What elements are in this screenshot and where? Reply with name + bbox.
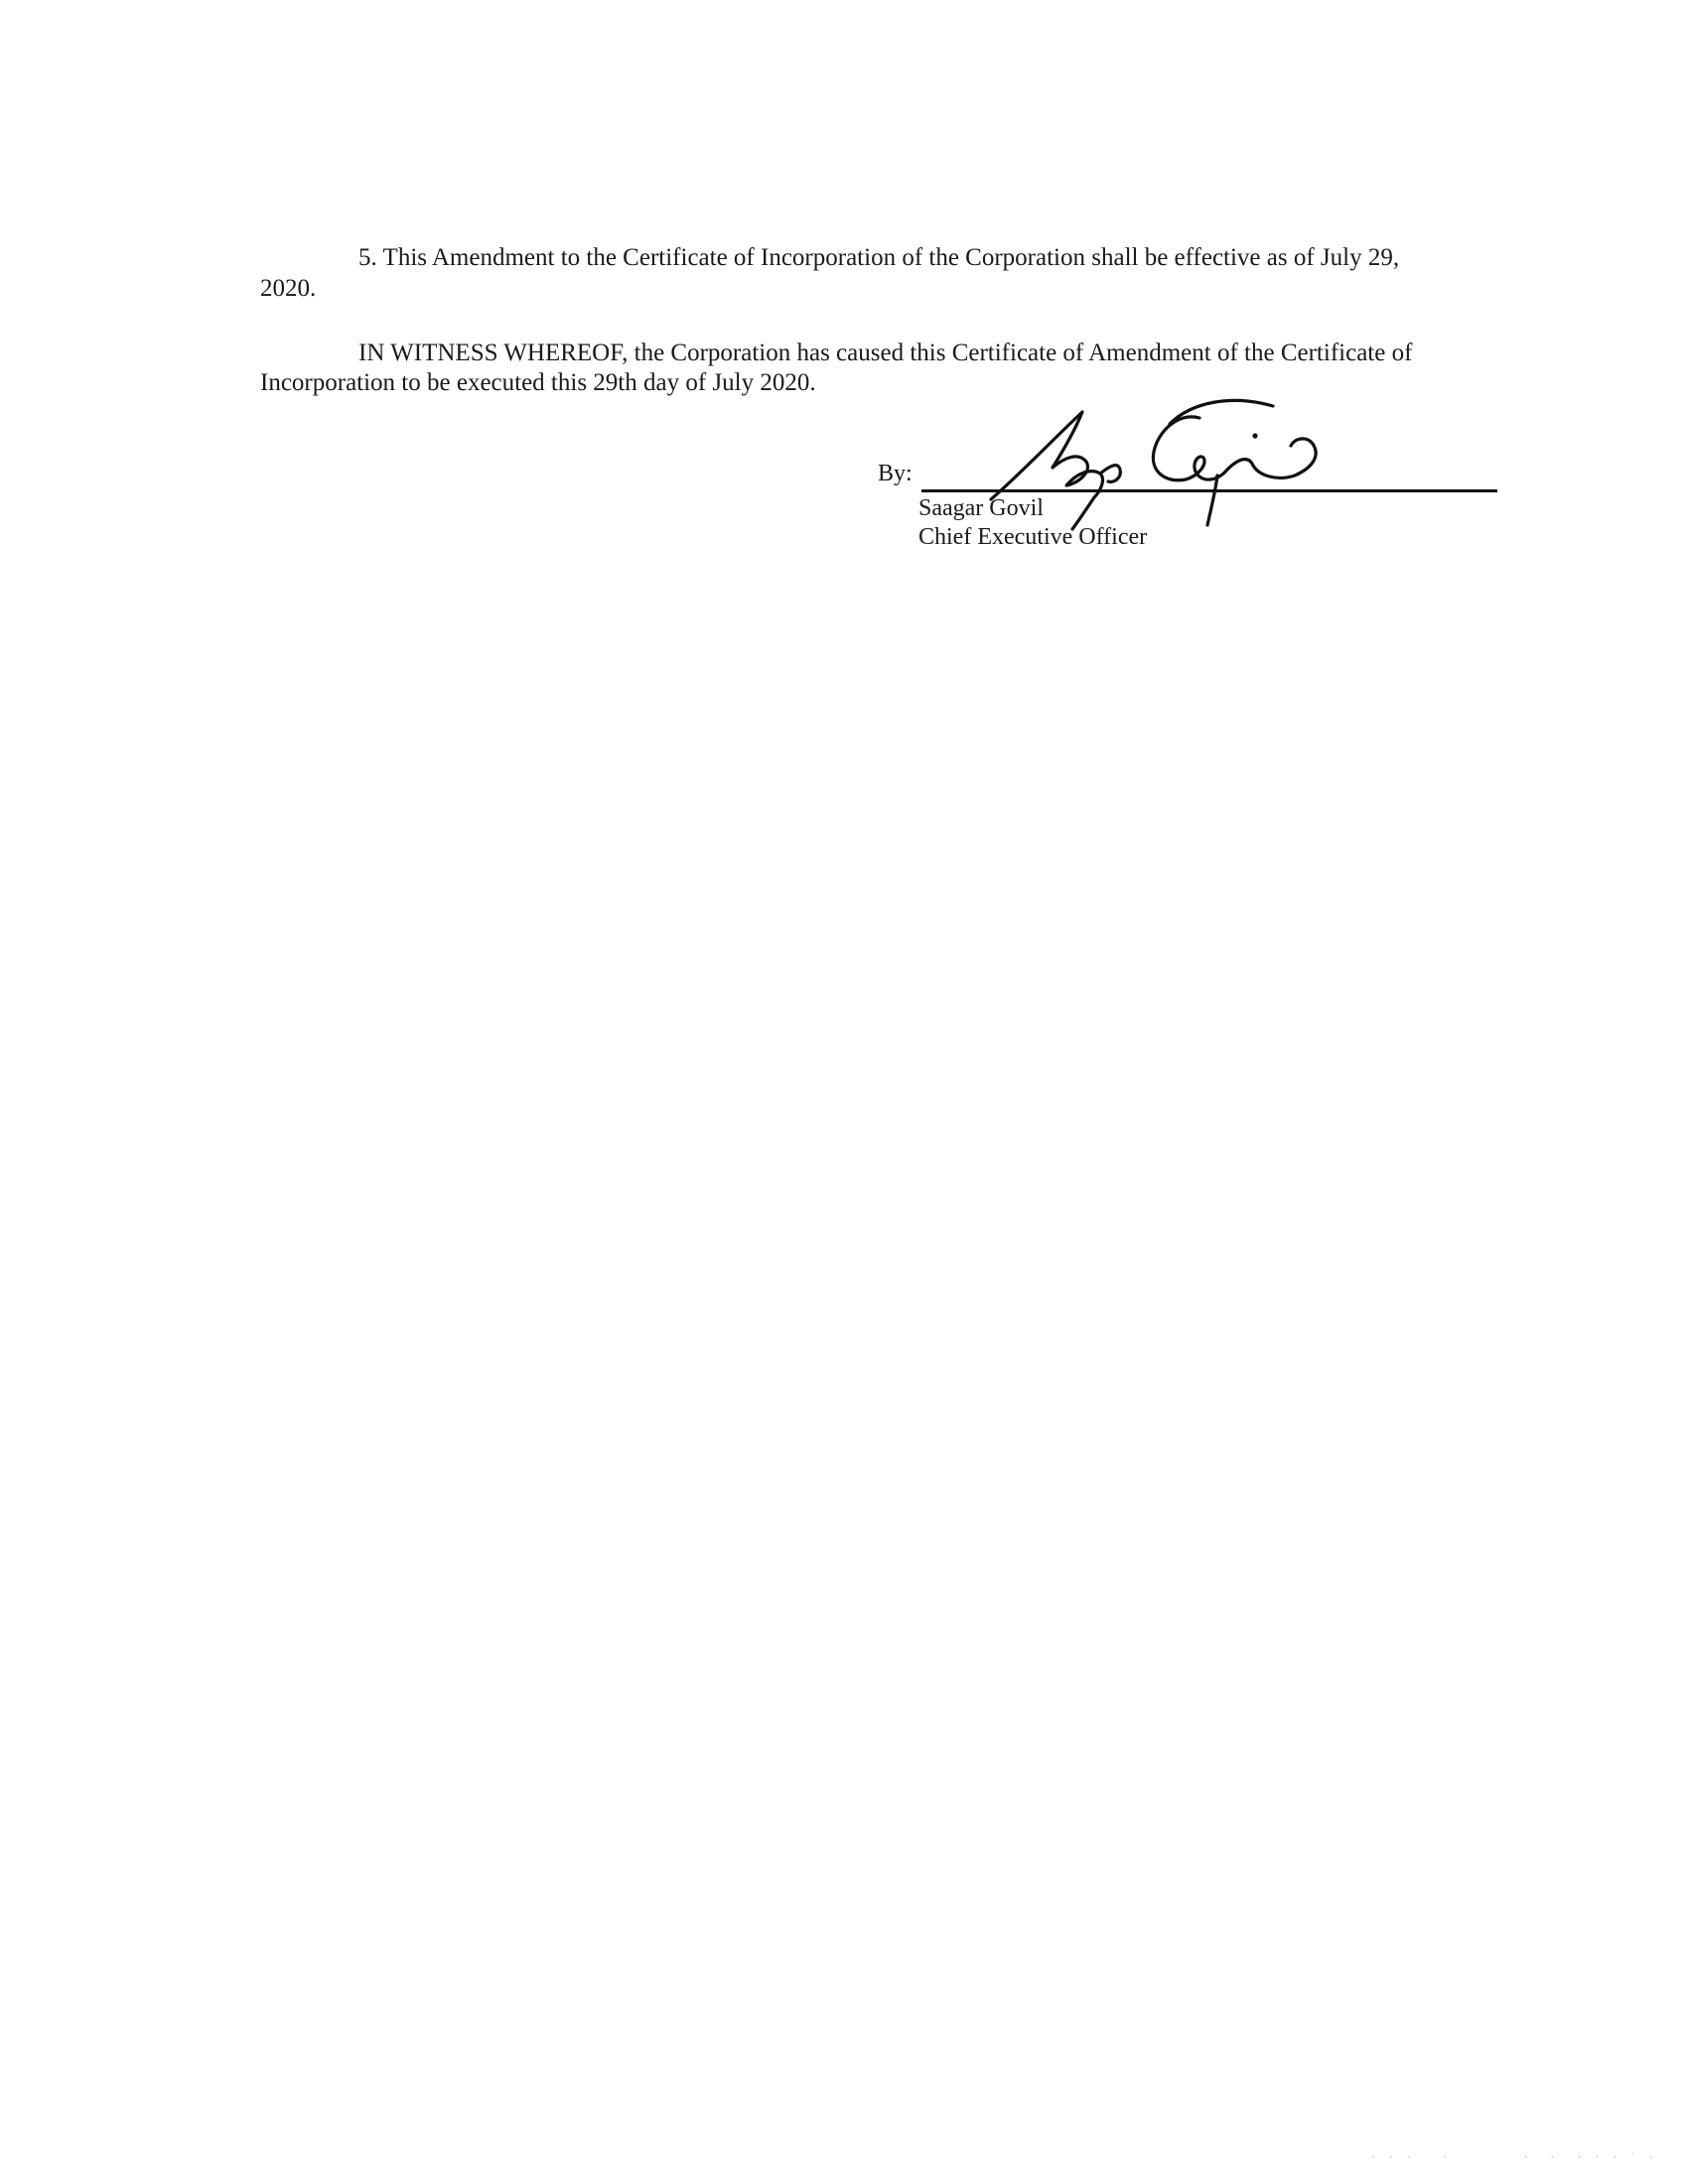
signer-title: Chief Executive Officer <box>918 524 1148 550</box>
signer-name: Saagar Govil <box>918 495 1044 521</box>
by-label: By: <box>878 461 913 486</box>
witness-line-1: IN WITNESS WHEREOF, the Corporation has caused this Certificate of Amendment of the Certificate of <box>358 340 1413 366</box>
witness-line-2: Incorporation to be executed this 29th day of July 2020. <box>260 369 816 396</box>
paragraph-5-line-1: 5. This Amendment to the Certificate of Incorporation of the Corporation shall be effective as of July 29, <box>358 244 1400 271</box>
paragraph-5-line-2: 2020. <box>260 275 317 302</box>
scan-noise: · · · · · · · · · ˙ - <box>1370 2152 1657 2163</box>
